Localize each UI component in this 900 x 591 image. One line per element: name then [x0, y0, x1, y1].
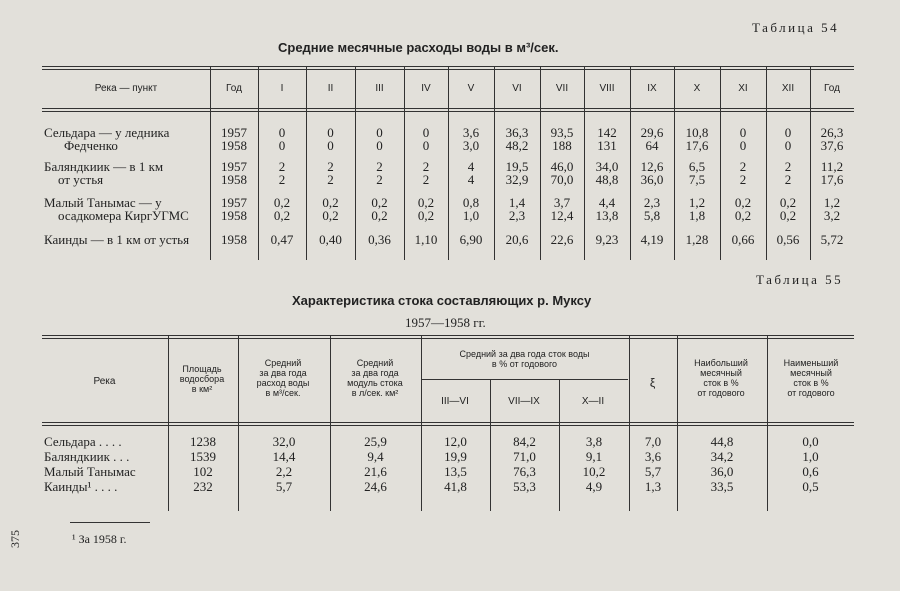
- t55-header-share-summer: VII—IX: [508, 396, 540, 407]
- table-55-value-cell: 10,2: [582, 464, 606, 479]
- table-54-value-cell: 0: [739, 125, 747, 140]
- table-55-value-cell: 5,7: [644, 464, 662, 479]
- table-55-value-cell: 53,3: [513, 479, 536, 494]
- t55-header-min: [767, 358, 855, 398]
- table-54-value-cell: 0,47: [270, 232, 294, 247]
- table-54-value-cell: 1,2: [823, 195, 841, 210]
- t55-header-modulus-line: Средний: [356, 358, 394, 368]
- table-54-row-name: Сельдара — у ледника: [44, 125, 170, 140]
- table-54-value-cell: 2: [376, 172, 383, 187]
- table-55-value-cell: 4,9: [585, 479, 603, 494]
- page-number: 375: [8, 530, 22, 548]
- t55-header-modulus: [330, 358, 420, 398]
- table-54-value-cell: 34,0: [595, 159, 619, 174]
- t55-header-min-line: Наименьший: [783, 358, 839, 368]
- table-54-value-cell: 0: [422, 138, 430, 153]
- table-54-value-cell: 2: [739, 172, 747, 187]
- table-55-subtitle: 1957—1958 гг.: [405, 315, 486, 330]
- table-54-header-cell: III: [375, 83, 384, 94]
- table-54-value-cell: 20,6: [505, 232, 529, 247]
- table-55-value-cell: 84,2: [513, 434, 536, 449]
- t55-header-area-line: в км²: [191, 384, 213, 394]
- footnote-rule: [70, 522, 150, 523]
- table-54-row-name: Каинды — в 1 км от устья: [44, 232, 190, 247]
- table-54-row-year: 1957: [221, 195, 247, 210]
- table-54-value-cell: 2: [422, 172, 430, 187]
- table-54-row-year: 1957: [221, 159, 247, 174]
- table-54-value-cell: 3,0: [462, 138, 480, 153]
- table-54-value-cell: 2: [422, 159, 430, 174]
- table-54-value-cell: 0,2: [371, 208, 388, 223]
- table-54-value-cell: 0,66: [731, 232, 755, 247]
- table-54-header-cell: X: [693, 83, 701, 94]
- table-54-value-cell: 4,19: [640, 232, 664, 247]
- table-54-value-cell: 0,56: [776, 232, 800, 247]
- table-54-value-cell: 48,8: [595, 172, 619, 187]
- t55-header-flow: [238, 358, 328, 398]
- table-54-value-cell: 0,2: [734, 208, 752, 223]
- table-54-value-cell: 1,8: [688, 208, 706, 223]
- t55-header-share-winter: X—II: [581, 396, 605, 407]
- table-55-row-name: Баляндкиик . . .: [44, 449, 130, 464]
- table-54-value-cell: 2: [376, 159, 383, 174]
- table-55-value-cell: 19,9: [444, 449, 467, 464]
- t55-header-share-line: Средний за два года сток воды: [459, 349, 590, 359]
- table-54-value-cell: 1,10: [414, 232, 438, 247]
- table-54-value-cell: 3,2: [823, 208, 841, 223]
- table-54-row-name: Баляндкиик — в 1 км: [44, 159, 164, 174]
- table-55-title: Характеристика стока составляющих р. Муксу: [292, 293, 592, 308]
- table-54-row-year: 1958: [221, 232, 247, 247]
- table-54-value-cell: 0,2: [734, 195, 752, 210]
- table-55-value-cell: 3,6: [644, 449, 662, 464]
- table-54-value-cell: 0,2: [417, 195, 435, 210]
- table-55-value-cell: 102: [193, 464, 213, 479]
- table-54-value-cell: 131: [597, 138, 617, 153]
- table-54-value-cell: 3,7: [553, 195, 571, 210]
- table-55-row-name: Каинды¹ . . . .: [44, 479, 118, 494]
- table-54-header-cell: XI: [738, 83, 748, 94]
- table-54-value-cell: 1,28: [685, 232, 709, 247]
- table-54-value-cell: 9,23: [595, 232, 619, 247]
- table-54-value-cell: 46,0: [550, 159, 574, 174]
- table-54-title: Средние месячные расходы воды в м³/сек.: [278, 40, 559, 55]
- t55-header-modulus-line: модуль стока: [347, 378, 403, 388]
- table-54-value-cell: 0: [327, 125, 334, 140]
- table-54-header-cell: Год: [226, 83, 242, 94]
- table-54-value-cell: 37,6: [820, 138, 844, 153]
- table-55-value-cell: 25,9: [364, 434, 387, 449]
- table-54-value-cell: 11,2: [820, 159, 844, 174]
- table-54-value-cell: 29,6: [640, 125, 664, 140]
- t55-header-min-line: месячный: [790, 368, 832, 378]
- table-54-value-cell: 0: [784, 138, 792, 153]
- table-54-value-cell: 0: [278, 125, 286, 140]
- table-54-value-cell: 2: [278, 159, 286, 174]
- table-54-value-cell: 36,0: [640, 172, 664, 187]
- t55-header-flow-line: расход воды: [256, 378, 310, 388]
- table-55-header-rule: [42, 422, 854, 426]
- table-55-value-cell: 0,6: [802, 464, 819, 479]
- table-54-header-cell: IX: [647, 83, 657, 94]
- table-54-value-cell: 2: [739, 159, 747, 174]
- table-55-value-cell: 33,5: [710, 479, 734, 494]
- table-55-value-cell: 1,3: [644, 479, 662, 494]
- table-54-value-cell: 142: [597, 125, 617, 140]
- table-55-value-cell: 1539: [190, 449, 216, 464]
- table-54-value-cell: 4,4: [598, 195, 616, 210]
- table-54-value-cell: 0: [327, 138, 334, 153]
- t55-header-area-line: водосбора: [179, 374, 225, 384]
- t55-header-flow-line: за два года: [259, 368, 307, 378]
- table-54-value-cell: 5,72: [820, 232, 844, 247]
- t55-header-max: [677, 358, 765, 398]
- table-55-row-name: Малый Танымас: [44, 464, 136, 479]
- table-54-value-cell: 1,4: [508, 195, 526, 210]
- table-55-value-cell: 34,2: [710, 449, 734, 464]
- table-55-value-cell: 12,0: [444, 434, 467, 449]
- table-54-value-cell: 0,2: [779, 195, 797, 210]
- table-54-value-cell: 0: [376, 138, 383, 153]
- table-55-value-cell: 36,0: [710, 464, 734, 479]
- t55-header-share-line: в % от годового: [491, 359, 558, 369]
- table-54-header-cell: Река — пункт: [94, 83, 158, 94]
- table-55-value-cell: 44,8: [710, 434, 734, 449]
- table-54-label: Таблица 54: [752, 20, 840, 35]
- table-55-value-cell: 71,0: [513, 449, 536, 464]
- table-54-value-cell: 12,6: [640, 159, 664, 174]
- t55-header-share-spring: III—VI: [441, 396, 469, 407]
- table-54-value-cell: 12,4: [550, 208, 574, 223]
- table-54-value-cell: 0: [784, 125, 792, 140]
- t55-header-flow-line: в м³/сек.: [265, 388, 301, 398]
- table-54-value-cell: 36,3: [505, 125, 529, 140]
- t55-header-river: Река: [93, 376, 116, 387]
- table-55-value-cell: 41,8: [444, 479, 467, 494]
- table-55-value-cell: 9,4: [367, 449, 384, 464]
- t55-header-modulus-line: за два года: [351, 368, 399, 378]
- table-55-share-subrule: [421, 379, 628, 380]
- table-55-value-cell: 14,4: [272, 449, 296, 464]
- table-54-header-cell: I: [280, 83, 284, 94]
- table-54-value-cell: 4: [467, 172, 475, 187]
- table-54-value-cell: 2: [327, 159, 334, 174]
- table-54-value-cell: 0,2: [322, 208, 339, 223]
- table-55-top-rule: [42, 335, 854, 339]
- table-54-header-cell: Год: [824, 83, 840, 94]
- table-54-value-cell: 0: [278, 138, 286, 153]
- t55-header-max-line: от годового: [697, 388, 745, 398]
- table-55-value-cell: 5,7: [275, 479, 293, 494]
- t55-header-max-line: сток в %: [703, 378, 739, 388]
- table-54-value-cell: 48,2: [505, 138, 529, 153]
- table-55-value-cell: 232: [193, 479, 213, 494]
- table-54-row-year: 1957: [221, 125, 247, 140]
- table-54-header-cell: VI: [512, 83, 522, 94]
- table-55-label: Таблица 55: [756, 272, 844, 287]
- table-54-value-cell: 1,0: [462, 208, 480, 223]
- table-54-value-cell: 0,2: [273, 208, 291, 223]
- table-55-value-cell: 3,8: [585, 434, 603, 449]
- table-54-value-cell: 2,3: [508, 208, 526, 223]
- table-54-value-cell: 7,5: [688, 172, 706, 187]
- table-54-value-cell: 0,2: [322, 195, 339, 210]
- t55-header-area: [168, 364, 236, 394]
- table-54-value-cell: 0,2: [371, 195, 388, 210]
- table-55-value-cell: 21,6: [364, 464, 387, 479]
- table-55-value-cell: 13,5: [444, 464, 467, 479]
- table-54-value-cell: 2: [784, 172, 792, 187]
- table-55-row-name: Сельдара . . . .: [44, 434, 122, 449]
- table-54-value-cell: 0,2: [779, 208, 797, 223]
- t55-header-modulus-line: в л/сек. км²: [351, 388, 399, 398]
- table-54-row-name: осадкомера КиргУГМС: [58, 208, 189, 223]
- table-54-value-cell: 5,8: [643, 208, 661, 223]
- table-54-value-cell: 93,5: [550, 125, 574, 140]
- table-54-row-year: 1958: [221, 208, 247, 223]
- table-54-value-cell: 70,0: [550, 172, 574, 187]
- table-54-header-cell: V: [467, 83, 475, 94]
- t55-header-min-line: сток в %: [793, 378, 829, 388]
- table-54-value-cell: 0,40: [319, 232, 342, 247]
- table-54-value-cell: 13,8: [595, 208, 619, 223]
- table-54-value-cell: 10,8: [685, 125, 709, 140]
- table-54-value-cell: 188: [552, 138, 572, 153]
- table-54-header-cell: XII: [781, 83, 795, 94]
- table-55-value-cell: 24,6: [364, 479, 387, 494]
- t55-header-max-line: месячный: [700, 368, 742, 378]
- table-55-value-cell: 7,0: [644, 434, 662, 449]
- table-54-value-cell: 32,9: [505, 172, 529, 187]
- table-55-value-cell: 1,0: [802, 449, 819, 464]
- table-54-row-year: 1958: [221, 172, 247, 187]
- table-54-value-cell: 2,3: [643, 195, 661, 210]
- table-55-value-cell: 0,5: [802, 479, 819, 494]
- table-54-value-cell: 22,6: [550, 232, 574, 247]
- table-54-row-year: 1958: [221, 138, 247, 153]
- table-54-header-cell: VII: [555, 83, 569, 94]
- table-54-value-cell: 0,8: [462, 195, 480, 210]
- table-54-value-cell: 4: [467, 159, 475, 174]
- table-54-row-name: от устья: [58, 172, 104, 187]
- table-54-row-name: Малый Танымас — у: [44, 195, 162, 210]
- t55-header-xi: ξ: [649, 376, 656, 390]
- table-54-row-name: Федченко: [64, 138, 118, 153]
- table-55-value-cell: 32,0: [272, 434, 296, 449]
- table-54-value-cell: 17,6: [685, 138, 709, 153]
- t55-header-flow-line: Средний: [264, 358, 302, 368]
- table-54-value-cell: 19,5: [505, 159, 529, 174]
- table-54-value-cell: 0,2: [417, 208, 435, 223]
- table-54-value-cell: 2: [784, 159, 792, 174]
- t55-header-area-line: Площадь: [182, 364, 222, 374]
- t55-header-max-line: Наибольший: [694, 358, 748, 368]
- table-54-value-cell: 2: [327, 172, 334, 187]
- table-54-value-cell: 3,6: [462, 125, 480, 140]
- table-54-value-cell: 0: [739, 138, 747, 153]
- table-55-value-cell: 1238: [190, 434, 216, 449]
- table-54-header-cell: IV: [421, 83, 431, 94]
- table-54-value-cell: 6,90: [459, 232, 483, 247]
- t55-header-share: [421, 349, 628, 369]
- table-54-value-cell: 6,5: [688, 159, 706, 174]
- table-55-value-cell: 76,3: [513, 464, 536, 479]
- table-54-value-cell: 1,2: [688, 195, 706, 210]
- table-54-value-cell: 0,36: [368, 232, 391, 247]
- table-55-value-cell: 2,2: [275, 464, 293, 479]
- table-54-value-cell: 0,2: [273, 195, 291, 210]
- t55-header-min-line: от годового: [787, 388, 835, 398]
- table-54-value-cell: 0: [422, 125, 430, 140]
- table-55-value-cell: 9,1: [585, 449, 603, 464]
- table-54-value-cell: 0: [376, 125, 383, 140]
- table-54-value-cell: 2: [278, 172, 286, 187]
- table-54-header-cell: II: [327, 83, 334, 94]
- table-54-value-cell: 26,3: [820, 125, 844, 140]
- table-54-value-cell: 17,6: [820, 172, 844, 187]
- table-54-value-cell: 64: [645, 138, 659, 153]
- table-55-value-cell: 0,0: [802, 434, 819, 449]
- table-54-header-cell: VIII: [599, 83, 615, 94]
- footnote: ¹ За 1958 г.: [72, 532, 127, 546]
